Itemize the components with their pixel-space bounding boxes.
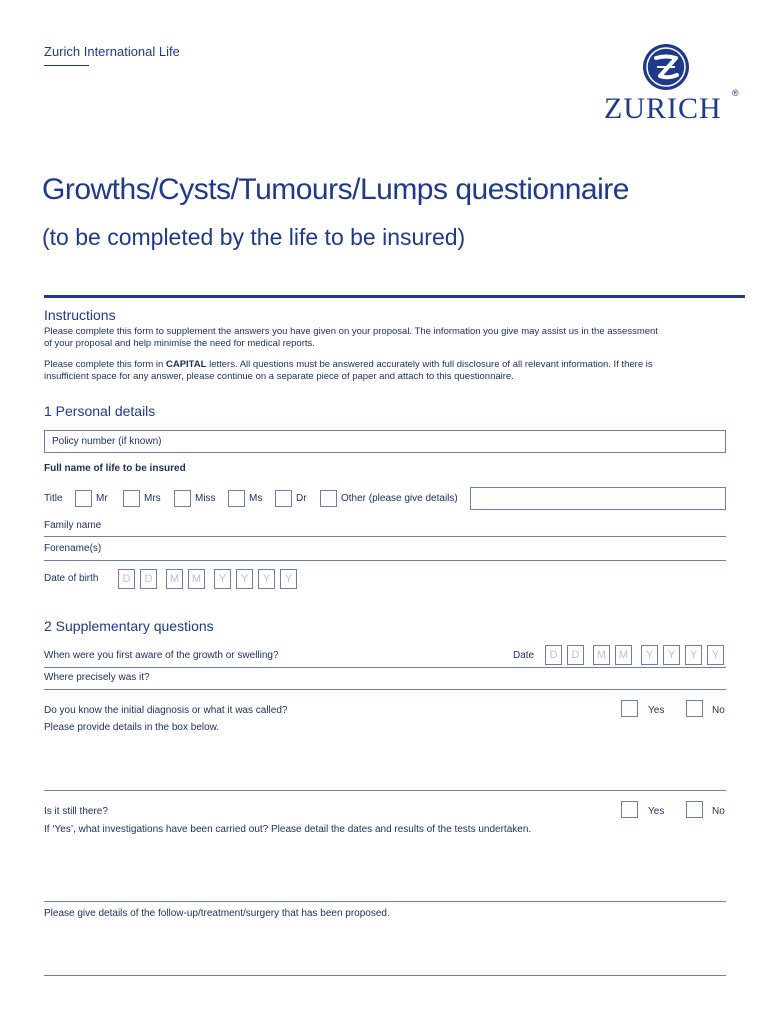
- page-subtitle: (to be completed by the life to be insured): [42, 224, 466, 250]
- instructions-line: [44, 359, 749, 371]
- q1-divider: [44, 667, 726, 668]
- dob-label: Date of birth: [44, 573, 99, 584]
- forenames-label: Forename(s): [44, 543, 102, 554]
- title-ms-checkbox[interactable]: [228, 490, 245, 507]
- q4-yes-checkbox[interactable]: [621, 801, 638, 818]
- full-name-label: Full name of life to be insured: [44, 463, 186, 474]
- q3-yes-label: Yes: [648, 705, 665, 716]
- title-other-details-field[interactable]: [470, 487, 726, 510]
- q1-month-1[interactable]: M: [593, 645, 610, 665]
- q5-label: Please give details of the follow-up/treatment/surgery that has been proposed.: [44, 908, 390, 919]
- instructions-paragraph-1: [44, 326, 744, 349]
- q5-details-field[interactable]: [44, 975, 726, 976]
- q1-date-label: Date: [513, 650, 535, 661]
- header-rule: [44, 65, 89, 66]
- q3-no-checkbox[interactable]: [686, 700, 703, 717]
- title-other-label: Other (please give details): [341, 493, 458, 504]
- dob-year-4[interactable]: Y: [280, 569, 297, 589]
- q2-answer-field[interactable]: [44, 689, 726, 690]
- q3-yes-checkbox[interactable]: [621, 700, 638, 717]
- q1-day-2[interactable]: D: [567, 645, 584, 665]
- title-mrs-checkbox[interactable]: [123, 490, 140, 507]
- instructions-paragraph-2: [44, 359, 749, 382]
- title-other-checkbox[interactable]: [320, 490, 337, 507]
- dob-year-2[interactable]: Y: [236, 569, 253, 589]
- instructions-text: letters. All questions must be answered accurately with full disclosure of all relevant information. If there is: [206, 359, 653, 370]
- q3-label: Do you know the initial diagnosis or what it was called?: [44, 705, 288, 716]
- dob-year-3[interactable]: Y: [258, 569, 275, 589]
- zurich-logo-icon: [643, 44, 689, 90]
- title-mrs-label: Mrs: [144, 493, 161, 504]
- q1-year-3[interactable]: Y: [685, 645, 702, 665]
- title-dr-checkbox[interactable]: [275, 490, 292, 507]
- q3-sub-label: Please provide details in the box below.: [44, 722, 220, 733]
- q2-label: Where precisely was it?: [44, 672, 150, 683]
- logo-wordmark: ZURICH: [604, 92, 722, 125]
- section-1-heading: 1 Personal details: [44, 403, 156, 419]
- q1-year-4[interactable]: Y: [707, 645, 724, 665]
- title-label: Title: [44, 493, 63, 504]
- title-miss-label: Miss: [195, 493, 216, 504]
- capital-emphasis: CAPITAL: [165, 359, 207, 370]
- dob-month-2[interactable]: M: [188, 569, 205, 589]
- section-2-heading: 2 Supplementary questions: [44, 618, 214, 634]
- q4-yes-label: Yes: [648, 806, 665, 817]
- q4-label: Is it still there?: [44, 806, 108, 817]
- forenames-field[interactable]: [44, 560, 726, 561]
- instructions-line: Please complete this form to supplement the answers you have given on your proposal. The information you give may assist us in the assessment: [44, 326, 658, 337]
- policy-number-field[interactable]: [44, 430, 726, 453]
- title-mr-checkbox[interactable]: [75, 490, 92, 507]
- dob-year-1[interactable]: Y: [214, 569, 231, 589]
- title-divider: [44, 295, 745, 298]
- q1-label: When were you first aware of the growth or swelling?: [44, 650, 279, 661]
- family-name-label: Family name: [44, 520, 102, 531]
- dob-month-1[interactable]: M: [166, 569, 183, 589]
- dob-day-2[interactable]: D: [140, 569, 157, 589]
- company-name: Zurich International Life: [44, 44, 180, 59]
- q4-no-label: No: [712, 806, 725, 817]
- instructions-line: of your proposal and help minimise the need for medical reports.: [44, 337, 315, 349]
- q4-details-field[interactable]: [44, 901, 726, 902]
- q3-details-field[interactable]: [44, 790, 726, 791]
- q4-no-checkbox[interactable]: [686, 801, 703, 818]
- title-mr-label: Mr: [96, 493, 108, 504]
- q1-month-2[interactable]: M: [615, 645, 632, 665]
- q1-year-1[interactable]: Y: [641, 645, 658, 665]
- title-ms-label: Ms: [249, 493, 263, 504]
- title-miss-checkbox[interactable]: [174, 490, 191, 507]
- instructions-heading: Instructions: [44, 307, 116, 323]
- q1-year-2[interactable]: Y: [663, 645, 680, 665]
- q1-day-1[interactable]: D: [545, 645, 562, 665]
- instructions-line: insufficient space for any answer, please continue on a separate piece of paper and attach to this questionnaire.: [44, 370, 514, 382]
- q3-no-label: No: [712, 705, 725, 716]
- zurich-z-icon: [643, 44, 689, 90]
- policy-number-label: Policy number (if known): [52, 436, 162, 447]
- title-dr-label: Dr: [296, 493, 307, 504]
- registered-mark: ®: [732, 88, 739, 98]
- dob-day-1[interactable]: D: [118, 569, 135, 589]
- q4-sub-label: If ‘Yes’, what investigations have been carried out? Please detail the dates and results of the tests undertaken.: [44, 824, 532, 835]
- instructions-text: Please complete this form in: [44, 359, 166, 370]
- family-name-field[interactable]: [44, 536, 726, 537]
- page-title: Growths/Cysts/Tumours/Lumps questionnaire: [42, 173, 629, 206]
